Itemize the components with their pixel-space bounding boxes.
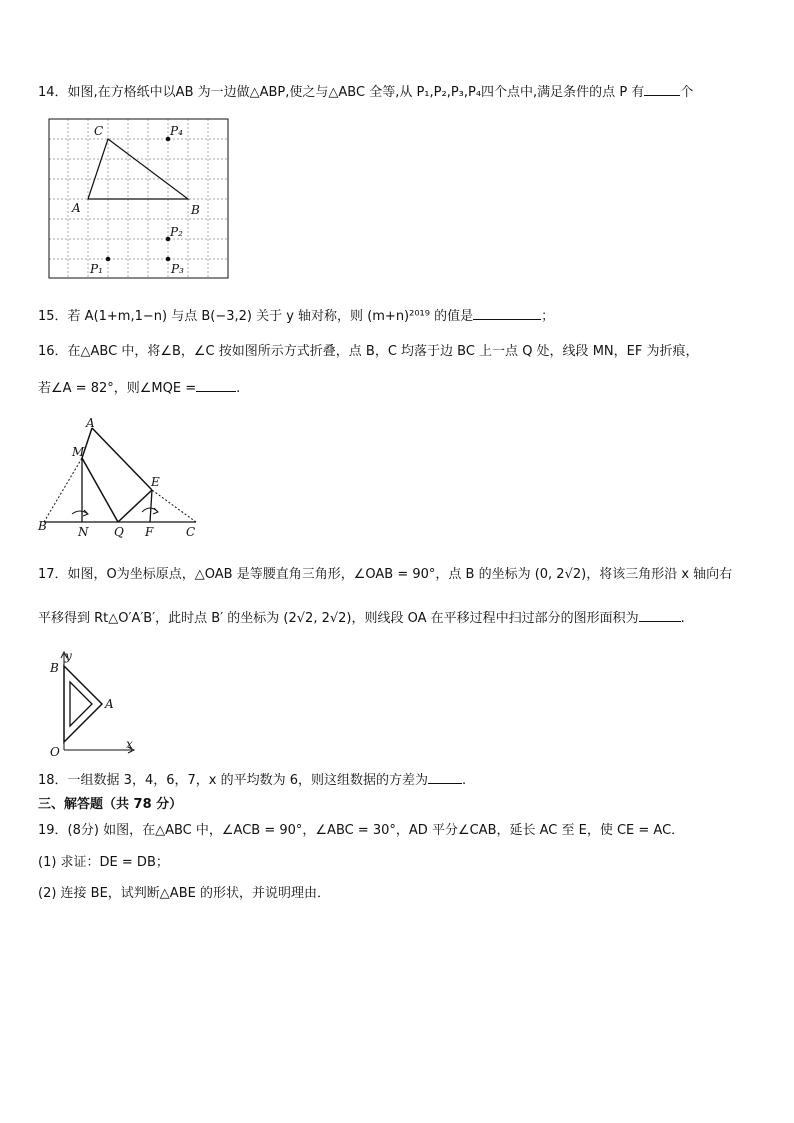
side-ae [92,428,152,490]
label-o: O [50,745,60,758]
q17-stem-line2: 平移得到 Rt△O′A′B′，此时点 B′ 的坐标为 (2√2, 2√2)，则线段 OA 在平移过程中扫过部分的图形面积为 [38,611,639,626]
q19-part2: (2) 连接 BE，试判断△ABE 的形状，并说明理由． [38,886,330,901]
label-p2: P₂ [170,225,183,239]
q16-text-line2 [38,379,240,398]
label-x: x [126,737,133,751]
label-b: B [191,203,200,217]
label-m: M [72,445,85,459]
q14-answer-blank [644,83,680,96]
q18-answer-blank [428,771,462,784]
folded-side-ac [152,490,196,522]
triangle-abc [88,139,188,199]
label-a: A [86,418,95,430]
label-p4: P₄ [170,124,183,138]
q17-answer-blank [639,609,681,622]
q14-tail: 个 [680,85,694,100]
section-3-title: 三、解答题（共 78 分） [38,797,183,812]
folded-side-ab [44,458,82,522]
label-y: y [65,649,72,663]
q19-stem: 19．(8分) 如图，在△ABC 中，∠ACB = 90°，∠ABC = 30°，AD 平分∠CAB，延长 AC 至 E，使 CE = AC． [38,823,685,838]
q16-stem-line1: 16．在△ABC 中，将∠B，∠C 按如图所示方式折叠，点 B，C 均落于边 BC 上一点 Q 处，线段 MN，EF 为折痕， [38,344,699,359]
q15-tail: ； [541,309,555,324]
label-n: N [78,525,89,539]
crease-ef [150,490,152,522]
label-e: E [151,475,160,489]
q17-coordinate-figure [44,648,142,762]
q18-stem: 18．一组数据 3，4，6，7，x 的平均数为 6，则这组数据的方差为 [38,773,428,788]
label-a: A [72,201,81,215]
point-p3 [166,257,171,262]
label-p3: P₃ [171,262,184,276]
q15-stem: 15．若 A(1+m,1−n) 与点 B(−3,2) 关于 y 轴对称，则 (m+n)²⁰¹⁹ 的值是 [38,309,474,324]
q18-tail: . [462,773,467,788]
label-c: C [94,124,104,138]
fold-arrow-left-icon [72,510,88,516]
q14-stem: 14．如图,在方格纸中以AB 为一边做△ABP,使之与△ABC 全等,从 P₁,P₂,P₃,P₄四个点中,满足条件的点 P 有 [38,85,645,100]
q16-stem-line2: 若∠A = 82°，则∠MQE = [38,381,197,396]
point-p1 [106,257,111,262]
q15-text-line [38,307,554,326]
label-q: Q [114,525,124,539]
q18-text-line [38,771,466,790]
q16-tail: . [236,381,241,396]
q16-fold-figure [36,418,204,546]
label-p1: P₁ [90,262,103,276]
q14-grid-svg [48,118,230,280]
label-c: C [186,525,196,539]
q14-grid-figure [48,118,230,284]
label-b: B [38,519,47,533]
segment-eq [118,490,152,522]
label-f: F [145,525,154,539]
q16-fold-svg [36,418,204,542]
q17-tail: . [680,611,685,626]
label-a: A [105,697,114,711]
q16-text-line1 [38,343,698,361]
q16-answer-blank [196,379,236,392]
segment-mq [82,458,118,522]
q15-answer-blank [473,307,541,320]
q14-text-line [38,83,693,102]
q17-coordinate-svg [44,648,142,758]
q17-stem-line1: 17．如图，O为坐标原点，△OAB 是等腰直角三角形，∠OAB = 90°，点 B 的坐标为 (0, 2√2)，将该三角形沿 x 轴向右 [38,567,733,582]
q17-text-line1 [38,566,732,584]
q19-part1: (1) 求证：DE = DB； [38,855,169,870]
q17-text-line2 [38,609,685,628]
label-b: B [50,661,59,675]
triangle-inner [70,682,92,726]
